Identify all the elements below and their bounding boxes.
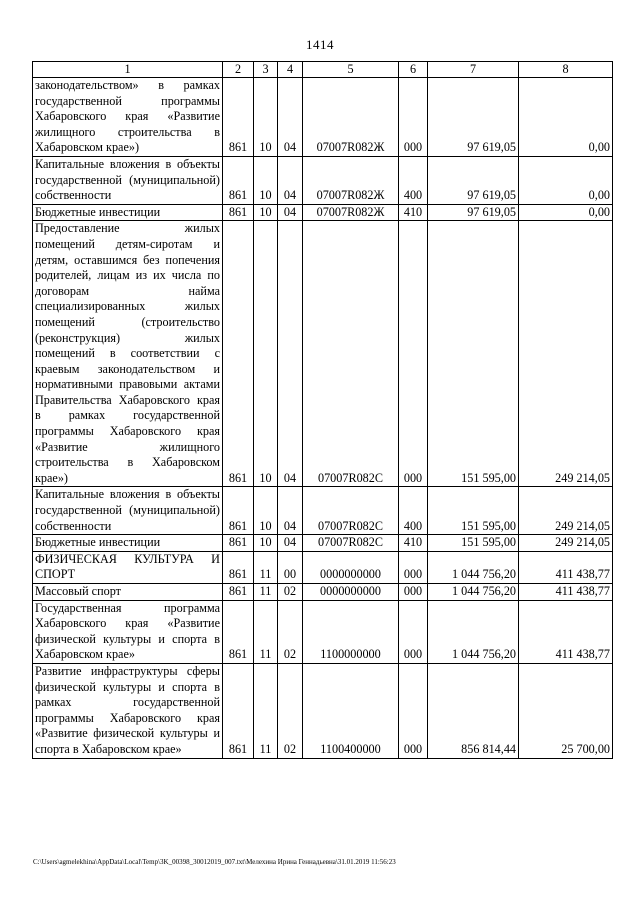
amount-column-7: 1 044 756,20 bbox=[428, 584, 519, 601]
expense-type-code: 000 bbox=[399, 221, 428, 487]
ministry-code: 861 bbox=[223, 204, 254, 221]
page-number: 1414 bbox=[306, 37, 334, 52]
table-row bbox=[33, 487, 613, 535]
footer-file-path: C:\Users\agmelekhina\AppData\Local\Temp\3K_00398_30012019_007.txt\Мелехина Ирина Геннадьевна\31.01.2019 11:56:23 bbox=[33, 858, 396, 866]
section-code: 10 bbox=[254, 221, 278, 487]
row-description: Развитие инфраструктуры сферы физической культуры и спорта в рамках государственной программы Хабаровского края «Развитие физической культуры и спорта в Хабаровском крае» bbox=[33, 663, 223, 758]
amount-column-8: 249 214,05 bbox=[519, 487, 613, 535]
amount-column-7: 97 619,05 bbox=[428, 156, 519, 204]
amount-column-7: 97 619,05 bbox=[428, 204, 519, 221]
expense-type-code: 000 bbox=[399, 600, 428, 663]
ministry-code: 861 bbox=[223, 221, 254, 487]
subsection-code: 04 bbox=[278, 204, 303, 221]
table-row bbox=[33, 663, 613, 758]
section-code: 10 bbox=[254, 204, 278, 221]
section-code: 11 bbox=[254, 584, 278, 601]
column-header: 2 bbox=[223, 62, 254, 78]
column-header: 7 bbox=[428, 62, 519, 78]
section-code: 10 bbox=[254, 78, 278, 157]
row-description: ФИЗИЧЕСКАЯ КУЛЬТУРА И СПОРТ bbox=[33, 551, 223, 583]
target-article-code: 07007R082С bbox=[303, 487, 399, 535]
amount-column-8: 411 438,77 bbox=[519, 600, 613, 663]
subsection-code: 04 bbox=[278, 78, 303, 157]
target-article-code: 07007R082С bbox=[303, 535, 399, 552]
subsection-code: 02 bbox=[278, 663, 303, 758]
column-header: 3 bbox=[254, 62, 278, 78]
ministry-code: 861 bbox=[223, 535, 254, 552]
subsection-code: 00 bbox=[278, 551, 303, 583]
amount-column-7: 151 595,00 bbox=[428, 535, 519, 552]
target-article-code: 07007R082Ж bbox=[303, 204, 399, 221]
section-code: 11 bbox=[254, 663, 278, 758]
table-row bbox=[33, 535, 613, 552]
row-description: законодательством» в рамках государственной программы Хабаровского края «Развитие жилищного строительства в Хабаровском крае») bbox=[33, 78, 223, 157]
subsection-code: 04 bbox=[278, 156, 303, 204]
section-code: 11 bbox=[254, 551, 278, 583]
budget-table bbox=[32, 61, 613, 759]
ministry-code: 861 bbox=[223, 156, 254, 204]
subsection-code: 02 bbox=[278, 584, 303, 601]
column-header: 4 bbox=[278, 62, 303, 78]
row-description: Бюджетные инвестиции bbox=[33, 535, 223, 552]
amount-column-7: 97 619,05 bbox=[428, 78, 519, 157]
target-article-code: 0000000000 bbox=[303, 551, 399, 583]
expense-type-code: 410 bbox=[399, 204, 428, 221]
subsection-code: 02 bbox=[278, 600, 303, 663]
expense-type-code: 410 bbox=[399, 535, 428, 552]
amount-column-7: 856 814,44 bbox=[428, 663, 519, 758]
amount-column-8: 0,00 bbox=[519, 156, 613, 204]
expense-type-code: 000 bbox=[399, 78, 428, 157]
amount-column-8: 0,00 bbox=[519, 78, 613, 157]
amount-column-8: 0,00 bbox=[519, 204, 613, 221]
table-header-row bbox=[33, 62, 613, 78]
expense-type-code: 400 bbox=[399, 487, 428, 535]
row-description: Государственная программа Хабаровского края «Развитие физической культуры и спорта в Хабаровском крае» bbox=[33, 600, 223, 663]
amount-column-7: 1 044 756,20 bbox=[428, 551, 519, 583]
amount-column-7: 1 044 756,20 bbox=[428, 600, 519, 663]
section-code: 10 bbox=[254, 487, 278, 535]
amount-column-8: 249 214,05 bbox=[519, 535, 613, 552]
table-row bbox=[33, 156, 613, 204]
table-row bbox=[33, 78, 613, 157]
row-description: Капитальные вложения в объекты государственной (муниципальной) собственности bbox=[33, 156, 223, 204]
target-article-code: 1100400000 bbox=[303, 663, 399, 758]
table-row bbox=[33, 584, 613, 601]
amount-column-8: 25 700,00 bbox=[519, 663, 613, 758]
amount-column-7: 151 595,00 bbox=[428, 487, 519, 535]
row-description: Предоставление жилых помещений детям-сиротам и детям, оставшимся без попечения родителей, лицам из их числа по договорам найма специализированных жилых помещений (строительство (реконструкция) жилых помещений в соответствии с краевым законодательством и нормативными правовыми актами Правительства Хабаровского края в рамках государственной программы Хабаровского края «Развитие жилищного строительства в Хабаровском крае») bbox=[33, 221, 223, 487]
column-header: 1 bbox=[33, 62, 223, 78]
target-article-code: 1100000000 bbox=[303, 600, 399, 663]
ministry-code: 861 bbox=[223, 584, 254, 601]
subsection-code: 04 bbox=[278, 535, 303, 552]
ministry-code: 861 bbox=[223, 600, 254, 663]
ministry-code: 861 bbox=[223, 487, 254, 535]
target-article-code: 07007R082С bbox=[303, 221, 399, 487]
target-article-code: 07007R082Ж bbox=[303, 156, 399, 204]
expense-type-code: 000 bbox=[399, 663, 428, 758]
amount-column-8: 411 438,77 bbox=[519, 551, 613, 583]
amount-column-8: 411 438,77 bbox=[519, 584, 613, 601]
table-row bbox=[33, 600, 613, 663]
expense-type-code: 400 bbox=[399, 156, 428, 204]
subsection-code: 04 bbox=[278, 221, 303, 487]
target-article-code: 07007R082Ж bbox=[303, 78, 399, 157]
section-code: 11 bbox=[254, 600, 278, 663]
table-row bbox=[33, 204, 613, 221]
ministry-code: 861 bbox=[223, 551, 254, 583]
expense-type-code: 000 bbox=[399, 584, 428, 601]
expense-type-code: 000 bbox=[399, 551, 428, 583]
row-description: Бюджетные инвестиции bbox=[33, 204, 223, 221]
ministry-code: 861 bbox=[223, 663, 254, 758]
table-row bbox=[33, 221, 613, 487]
amount-column-7: 151 595,00 bbox=[428, 221, 519, 487]
row-description: Массовый спорт bbox=[33, 584, 223, 601]
section-code: 10 bbox=[254, 535, 278, 552]
amount-column-8: 249 214,05 bbox=[519, 221, 613, 487]
section-code: 10 bbox=[254, 156, 278, 204]
table-row bbox=[33, 551, 613, 583]
column-header: 6 bbox=[399, 62, 428, 78]
target-article-code: 0000000000 bbox=[303, 584, 399, 601]
column-header: 5 bbox=[303, 62, 399, 78]
row-description: Капитальные вложения в объекты государственной (муниципальной) собственности bbox=[33, 487, 223, 535]
ministry-code: 861 bbox=[223, 78, 254, 157]
column-header: 8 bbox=[519, 62, 613, 78]
subsection-code: 04 bbox=[278, 487, 303, 535]
